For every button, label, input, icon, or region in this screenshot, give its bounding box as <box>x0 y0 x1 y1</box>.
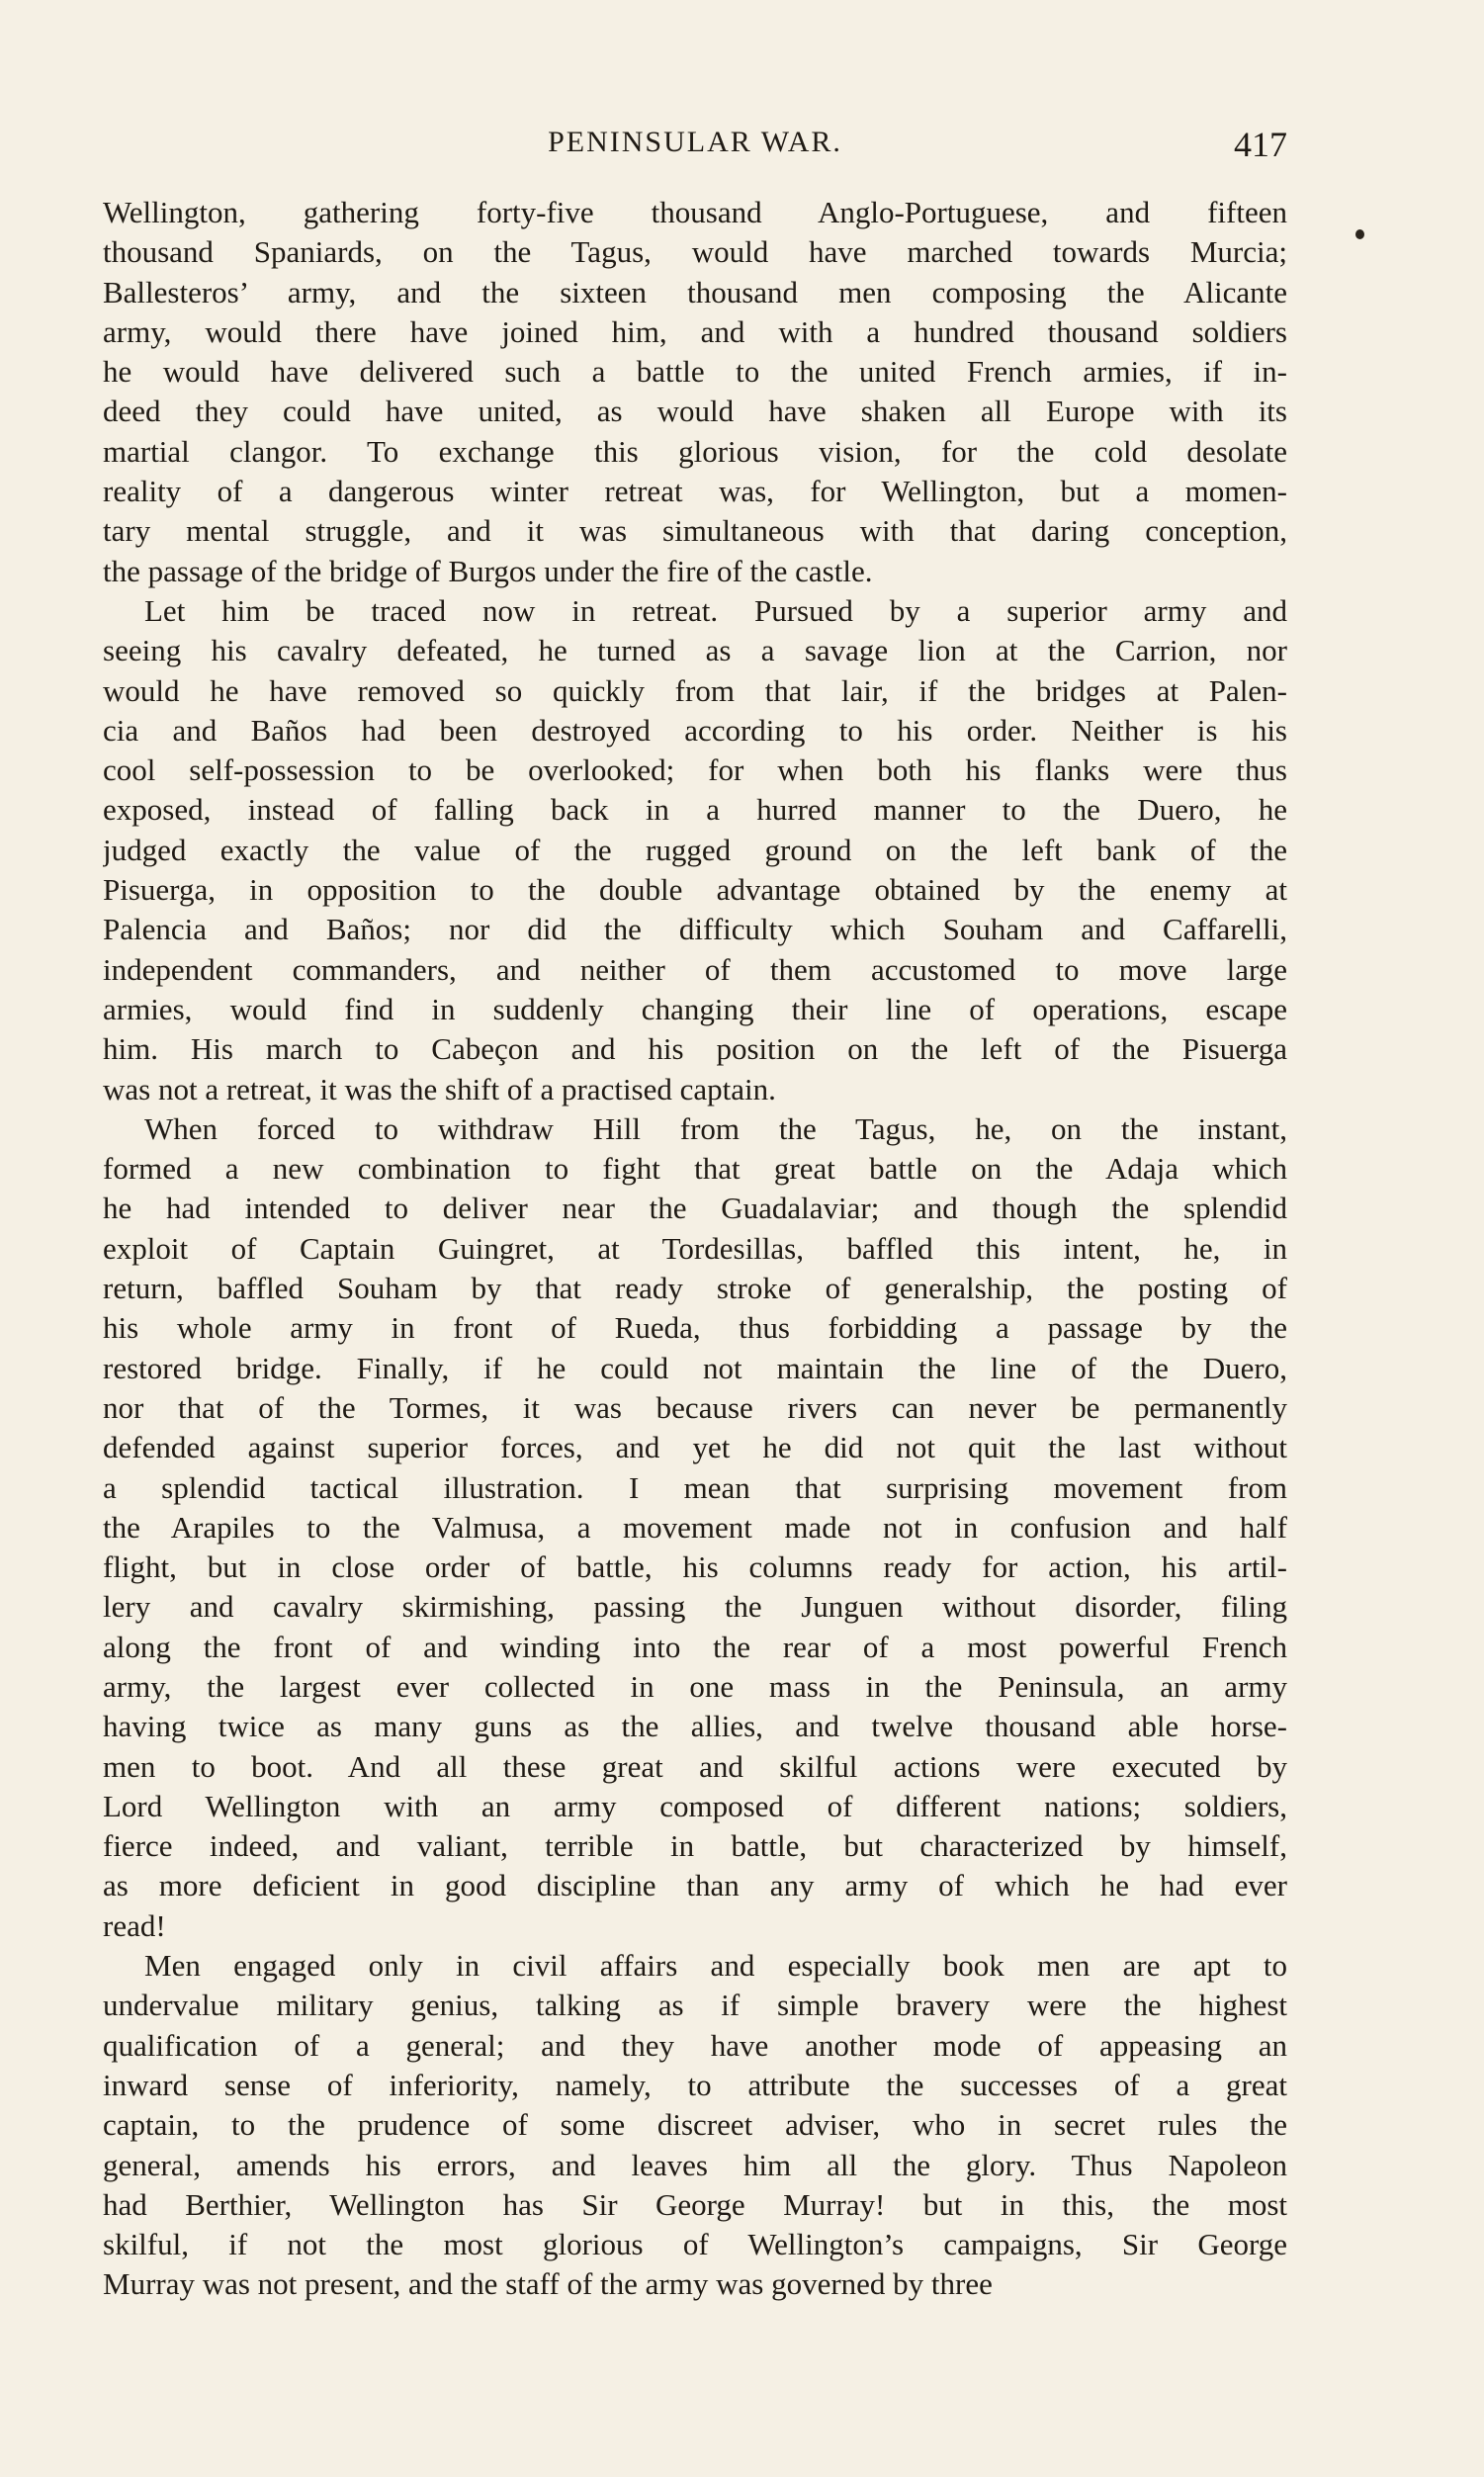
text-line: skilful, if not the most glorious of Wellington’s campaigns, Sir George <box>103 2227 1287 2262</box>
text-line: formed a new combination to fight that great battle on the Adaja which <box>103 1151 1287 1187</box>
text-line: When forced to withdraw Hill from the Tagus, he, on the instant, <box>144 1110 1287 1146</box>
text-line: Pisuerga, in opposition to the double advantage obtained by the enemy at <box>103 872 1287 908</box>
text-line: restored bridge. Finally, if he could not maintain the line of the Duero, <box>103 1350 1287 1385</box>
ink-speck <box>1355 229 1364 239</box>
text-line: the Arapiles to the Valmusa, a movement made not in confusion and half <box>103 1509 1287 1545</box>
text-line: as more deficient in good discipline than any army of which he had ever <box>103 1868 1287 1903</box>
text-line: judged exactly the value of the rugged ground on the left bank of the <box>103 832 1287 867</box>
text-line: a splendid tactical illustration. I mean that surprising movement from <box>103 1469 1287 1505</box>
text-line: independent commanders, and neither of them accustomed to move large <box>103 951 1287 987</box>
text-line: his whole army in front of Rueda, thus forbidding a passage by the <box>103 1310 1287 1346</box>
text-line: army, the largest ever collected in one mass in the Peninsula, an army <box>103 1668 1287 1704</box>
text-line: Men engaged only in civil affairs and especially book men are apt to <box>144 1948 1287 1984</box>
text-line: seeing his cavalry defeated, he turned as a savage lion at the Carrion, nor <box>103 633 1287 668</box>
text-line: he would have delivered such a battle to the united French armies, if in- <box>103 354 1287 390</box>
text-line: general, amends his errors, and leaves him all the glory. Thus Napoleon <box>103 2147 1287 2182</box>
text-line: cia and Baños had been destroyed according to his order. Neither is his <box>103 712 1287 748</box>
text-line: Palencia and Baños; nor did the difficulty which Souham and Caffarelli, <box>103 912 1287 947</box>
text-line: thousand Spaniards, on the Tagus, would have marched towards Murcia; <box>103 234 1287 270</box>
paragraph <box>103 591 1287 1109</box>
body-text <box>103 193 1287 2305</box>
text-line: exposed, instead of falling back in a hurred manner to the Duero, he <box>103 792 1287 828</box>
text-line: lery and cavalry skirmishing, passing the Junguen without disorder, filing <box>103 1589 1287 1625</box>
text-line: men to boot. And all these great and skilful actions were executed by <box>103 1748 1287 1784</box>
text-line: Murray was not present, and the staff of the army was governed by three <box>103 2266 993 2302</box>
running-title: PENINSULAR WAR. <box>548 126 842 158</box>
text-line: return, baffled Souham by that ready stroke of generalship, the posting of <box>103 1271 1287 1306</box>
text-line: tary mental struggle, and it was simultaneous with that daring conception, <box>103 513 1287 549</box>
text-line: would he have removed so quickly from that lair, if the bridges at Palen- <box>103 672 1287 708</box>
text-line: qualification of a general; and they have another mode of appeasing an <box>103 2027 1287 2063</box>
text-line: Let him be traced now in retreat. Pursued by a superior army and <box>144 592 1287 628</box>
text-line: inward sense of inferiority, namely, to attribute the successes of a great <box>103 2067 1287 2102</box>
text-line: Lord Wellington with an army composed of different nations; soldiers, <box>103 1788 1287 1823</box>
text-line: undervalue military genius, talking as if simple bravery were the highest <box>103 1988 1287 2023</box>
text-line: having twice as many guns as the allies, and twelve thousand able horse- <box>103 1709 1287 1744</box>
text-line: martial clangor. To exchange this glorious vision, for the cold desolate <box>103 433 1287 469</box>
text-line: along the front of and winding into the rear of a most powerful French <box>103 1629 1287 1664</box>
text-line: him. His march to Cabeçon and his position on the left of the Pisuerga <box>103 1031 1287 1067</box>
text-line: flight, but in close order of battle, his columns ready for action, his artil- <box>103 1549 1287 1585</box>
paragraph <box>103 193 1287 591</box>
text-line: Wellington, gathering forty-five thousand Anglo-Portuguese, and fifteen <box>103 195 1287 229</box>
text-line: fierce indeed, and valiant, terrible in battle, but characterized by himself, <box>103 1828 1287 1864</box>
paragraph <box>103 1109 1287 1946</box>
page-number: 417 <box>1234 125 1287 164</box>
text-line: reality of a dangerous winter retreat was, for Wellington, but a momen- <box>103 474 1287 509</box>
text-line: captain, to the prudence of some discreet adviser, who in secret rules the <box>103 2107 1287 2143</box>
paragraph <box>103 1946 1287 2305</box>
text-line: the passage of the bridge of Burgos under the fire of the castle. <box>103 553 873 588</box>
text-line: nor that of the Tormes, it was because rivers can never be permanently <box>103 1389 1287 1425</box>
text-line: army, would there have joined him, and with a hundred thousand soldiers <box>103 313 1287 349</box>
text-line: defended against superior forces, and yet he did not quit the last without <box>103 1430 1287 1465</box>
text-line: Ballesteros’ army, and the sixteen thousand men composing the Alicante <box>103 274 1287 310</box>
text-line: armies, would find in suddenly changing their line of operations, escape <box>103 991 1287 1026</box>
running-head <box>103 123 1287 162</box>
text-line: cool self-possession to be overlooked; for when both his flanks were thus <box>103 752 1287 788</box>
text-line: had Berthier, Wellington has Sir George Murray! but in this, the most <box>103 2186 1287 2222</box>
text-line: deed they could have united, as would have shaken all Europe with its <box>103 394 1287 429</box>
text-line: was not a retreat, it was the shift of a practised captain. <box>103 1071 776 1106</box>
text-line: read! <box>103 1907 166 1943</box>
text-line: he had intended to deliver near the Guadalaviar; and though the splendid <box>103 1191 1287 1226</box>
text-line: exploit of Captain Guingret, at Tordesillas, baffled this intent, he, in <box>103 1230 1287 1266</box>
